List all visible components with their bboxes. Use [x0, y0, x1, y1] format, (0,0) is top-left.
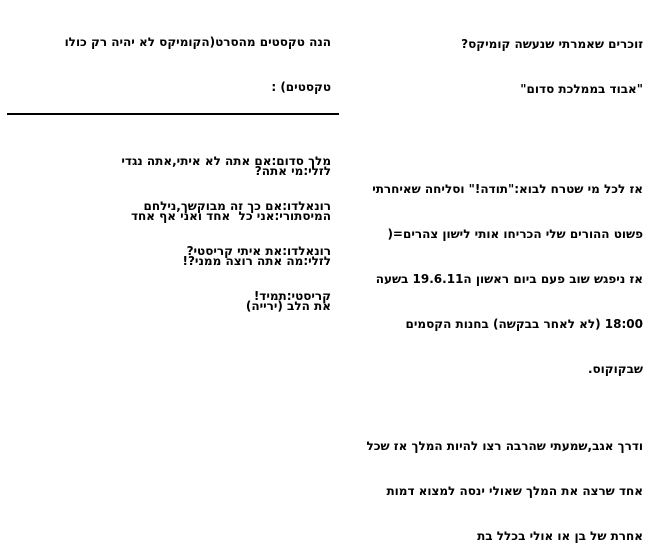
texts-intro-line: הנה טקסטים מהסרט(הקומיקס לא יהיה רק כולו	[64, 35, 331, 49]
paragraph-line: אז לכל מי שטרח לבוא:"תודה!" וסליחה שאיחרתי	[372, 182, 643, 196]
intro-line: זוכרים שאמרתי שנעשה קומיקס?	[461, 37, 643, 51]
dialogue-line: רונאלדו:את איתי קריסטי?	[186, 244, 331, 258]
dialogue-line: רונאלדו:אם כך זה מבוקשך,נילחם	[143, 199, 331, 213]
dialogue-line: את הלב (ירייה)	[245, 299, 331, 313]
dialogue-line: לזלי:מה אתה רוצה ממני?!	[182, 254, 331, 268]
dialogue-line: המיסתורי:אני כל אחד ואני אף אחד	[130, 209, 331, 223]
texts-intro-line: טקסטים) :	[271, 80, 331, 94]
paragraph-line: פשוט ההורים שלי הכריחו אותי לישון צהרים=(	[387, 227, 643, 241]
paragraph-line: אז ניפגש שוב פעם ביום ראשון ה19.6.11 בשעה	[375, 272, 643, 286]
dialogue-line: מלך סדום:אם אתה לא איתי,אתה נגדי	[121, 154, 331, 168]
dialogue-line: קריסטי:תמיד!	[253, 289, 331, 303]
paragraph-line: אחד שרצה את המלך שאולי ינסה למצוא דמות	[386, 484, 643, 498]
announcement-column	[343, 7, 643, 559]
paragraph-line: שבקוקוס.	[587, 362, 643, 376]
section-divider	[7, 113, 339, 115]
dialogue-section	[31, 124, 331, 319]
paragraph-line: אחרת של בן או אולי בכלל בת	[477, 529, 643, 543]
dialogue-line: לזלי:מי אתה?	[254, 164, 331, 178]
intro-line: "אבוד בממלכת סדום"	[520, 82, 643, 96]
paragraph-line: ודרך אגב,שמעתי שהרבה רצו להיות המלך אז שכל	[366, 439, 643, 453]
paragraph-line: 18:00 (לא לאחר בבקשה) בחנות הקסמים	[405, 317, 643, 331]
